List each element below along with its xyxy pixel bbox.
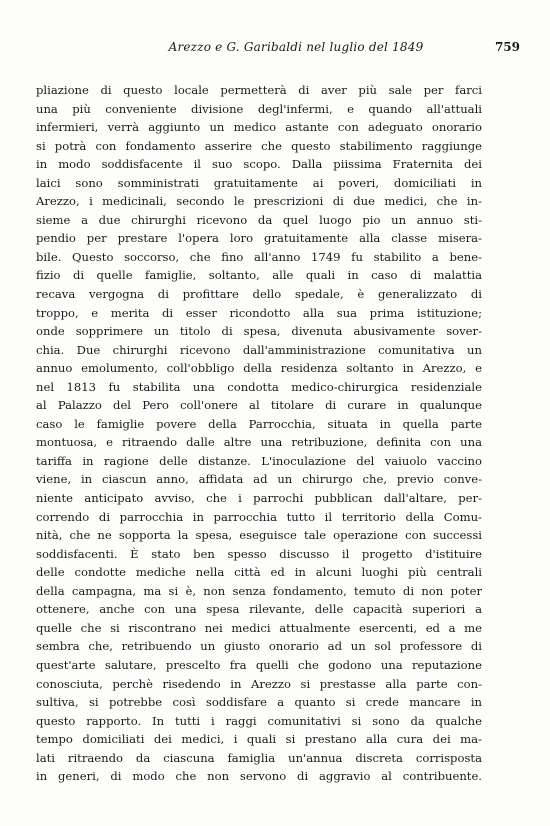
text-line: delle condotte mediche nella città ed in alcuni luoghi più centrali xyxy=(36,565,482,580)
text-line: recava vergogna di profittare dello spedale, è generalizzato di xyxy=(36,287,482,302)
text-line: chia. Due chirurghi ricevono dall'amministrazione comunitativa un xyxy=(36,342,482,357)
text-line: soddisfacenti. È stato ben spesso discusso il progetto d'istituire xyxy=(36,546,482,561)
text-line: onde sopprimere un titolo di spesa, divenuta abusivamente sover- xyxy=(36,324,482,339)
text-line: una più conveniente divisione degl'infermi, e quando all'attuali xyxy=(36,101,482,116)
text-line: si potrà con fondamento asserire che questo stabilimento raggiunge xyxy=(36,138,482,153)
page-number: 759 xyxy=(494,40,520,54)
text-line: pliazione di questo locale permetterà di aver più sale per farci xyxy=(36,83,482,97)
text-line: lati ritraendo da ciascuna famiglia un'annua discreta corrisposta xyxy=(36,750,482,765)
text-line: questo rapporto. In tutti i raggi comunitativi si sono da qualche xyxy=(36,713,482,728)
running-title: Arezzo e G. Garibaldi nel luglio del 1849 xyxy=(168,40,424,54)
text-line: Arezzo, i medicinali, secondo le prescrizioni di due medici, che in- xyxy=(36,194,482,209)
text-line: in modo soddisfacente il suo scopo. Dalla piissima Fraternita dei xyxy=(36,157,482,172)
text-line: quest'arte salutare, prescelto fra quelli che godono una reputazione xyxy=(36,657,482,672)
text-line: sultiva, si potrebbe così soddisfare a quanto si crede mancare in xyxy=(36,695,482,710)
text-line: infermieri, verrà aggiunto un medico astante con adeguato onorario xyxy=(36,120,482,135)
text-line: della campagna, ma si è, non senza fondamento, temuto di non poter xyxy=(36,583,482,598)
text-line: montuosa, e ritraendo dalle altre una retribuzione, definita con una xyxy=(36,435,482,450)
text-line: nità, che ne sopporta la spesa, eseguisce tale operazione con successi xyxy=(36,528,482,543)
body-text xyxy=(36,81,482,786)
text-line: nel 1813 fu stabilita una condotta medico-chirurgica residenziale xyxy=(36,379,482,394)
text-line: caso le famiglie povere della Parrocchia, situata in quella parte xyxy=(36,416,482,431)
text-line: bile. Questo soccorso, che fino all'anno 1749 fu stabilito a bene- xyxy=(36,249,482,264)
text-line: annuo emolumento, coll'obbligo della residenza soltanto in Arezzo, e xyxy=(36,361,482,376)
text-line: viene, in ciascun anno, affidata ad un chirurgo che, previo conve- xyxy=(36,472,482,487)
text-line: correndo di parrocchia in parrocchia tutto il territorio della Comu- xyxy=(36,509,482,524)
text-line: in generi, di modo che non servono di aggravio al contribuente. xyxy=(36,769,482,784)
text-line: tariffa in ragione delle distanze. L'inoculazione del vaiuolo vaccino xyxy=(36,453,482,468)
text-line: tempo domiciliati dei medici, i quali si prestano alla cura dei ma- xyxy=(36,732,482,747)
text-line: conosciuta, perchè risedendo in Arezzo si prestasse alla parte con- xyxy=(36,676,482,691)
text-line: niente anticipato avviso, che i parrochi pubblican dall'altare, per- xyxy=(36,491,482,506)
running-header xyxy=(36,40,520,58)
text-line: quelle che si riscontrano nei medici attualmente esercenti, ed a me xyxy=(36,620,482,635)
text-line: sembra che, retribuendo un giusto onorario ad un sol professore di xyxy=(36,639,482,654)
text-line: laici sono somministrati gratuitamente ai poveri, domiciliati in xyxy=(36,175,482,190)
text-line: ottenere, anche con una spesa rilevante, delle capacità superiori a xyxy=(36,602,482,617)
text-line: al Palazzo del Pero coll'onere al titolare di curare in qualunque xyxy=(36,398,482,413)
text-line: sieme a due chirurghi ricevono da quel luogo pio un annuo sti- xyxy=(36,212,482,227)
text-line: fizio di quelle famiglie, soltanto, alle quali in caso di malattia xyxy=(36,268,482,283)
text-line: troppo, e merita di esser ricondotto alla sua prima istituzione; xyxy=(36,305,482,320)
text-line: pendio per prestare l'opera loro gratuitamente alla classe misera- xyxy=(36,231,482,246)
